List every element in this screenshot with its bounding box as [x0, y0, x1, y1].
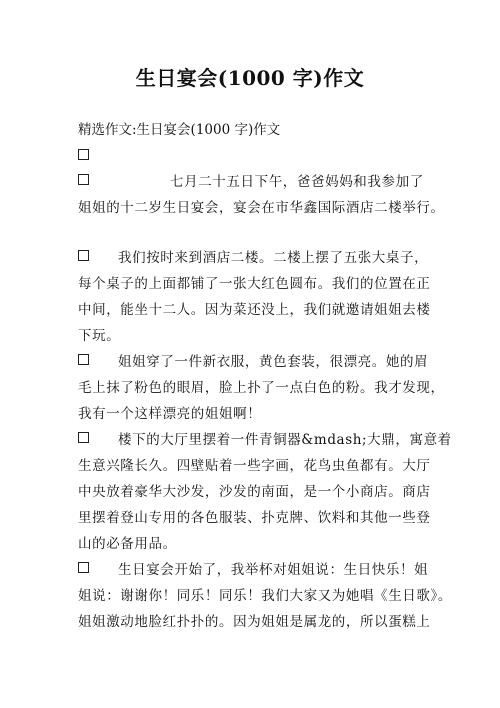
text-line: 姐姐穿了一件新衣服，黄色套装，很漂亮。她的眉	[118, 354, 429, 370]
text-line: 里摆着登山专用的各色服装、扑克牌、饮料和其他一些登	[78, 510, 431, 526]
placeholder-box-icon	[78, 174, 89, 185]
placeholder-box-icon	[78, 250, 89, 261]
text-line: 毛上抹了粉色的眼眉，脸上扑了一点白色的粉。我才发现，	[78, 380, 445, 396]
text-line: 山的必备用品。	[78, 536, 177, 552]
placeholder-box-icon	[78, 149, 89, 160]
article-subtitle: 精选作文:生日宴会(1000 字)作文	[78, 122, 281, 138]
text-line: 下玩。	[78, 328, 121, 344]
page-title: 生日宴会(1000 字)作文	[135, 66, 365, 90]
placeholder-box-icon	[78, 354, 89, 365]
placeholder-box-icon	[78, 432, 89, 443]
text-line: 生日宴会开始了，我举杯对姐姐说：生日快乐！姐	[118, 562, 429, 578]
text-line: 生意兴隆长久。四壁贴着一些字画，花鸟虫鱼都有。大厅	[78, 458, 431, 474]
text-line: 姐说：谢谢你！同乐！同乐！我们大家又为她唱《生日歌》。	[78, 588, 452, 604]
placeholder-box-icon	[78, 562, 89, 573]
text-line: 每个桌子的上面都铺了一张大红色圆布。我们的位置在正	[78, 276, 431, 292]
text-line: 七月二十五日下午，爸爸妈妈和我参加了	[170, 174, 424, 190]
text-line: 我有一个这样漂亮的姐姐啊！	[78, 406, 262, 422]
text-line: 楼下的大厅里摆着一件青铜器&mdash;大鼎，寓意着	[118, 432, 452, 448]
text-line: 姐姐的十二岁生日宴会，宴会在市华鑫国际酒店二楼举行。	[78, 200, 445, 216]
text-line: 中央放着豪华大沙发，沙发的南面，是一个小商店。商店	[78, 484, 431, 500]
text-line: 中间，能坐十二人。因为菜还没上，我们就邀请姐姐去楼	[78, 302, 431, 318]
text-line: 姐姐激动地脸红扑扑的。因为姐姐是属龙的，所以蛋糕上	[78, 614, 431, 630]
text-line: 我们按时来到酒店二楼。二楼上摆了五张大桌子，	[118, 250, 429, 266]
